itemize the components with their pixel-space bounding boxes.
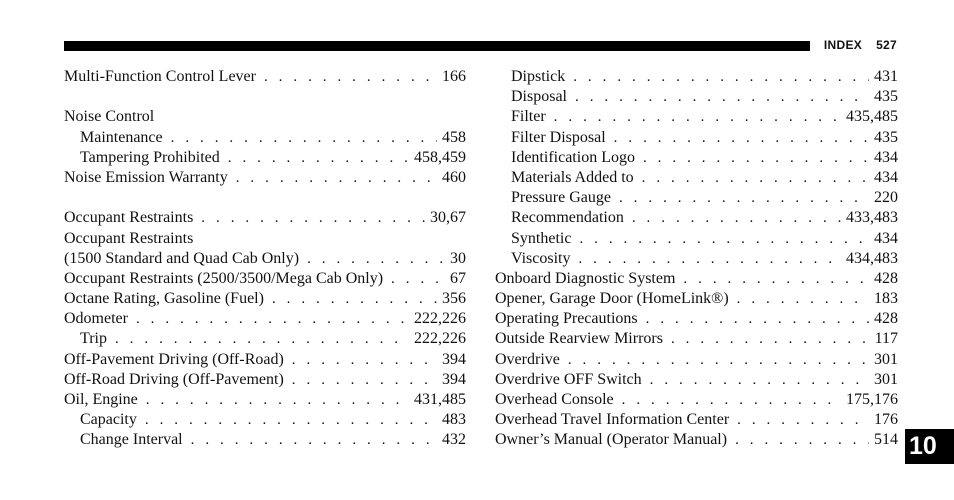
dot-leader [201,208,425,228]
entry-page-reference: 175,176 [846,391,898,408]
entry-term: Opener, Garage Door (HomeLink®) [495,290,729,308]
header-section: INDEX [823,38,863,52]
dot-leader [737,289,869,309]
running-header [824,38,897,52]
index-subentry [495,87,898,107]
dot-leader [292,350,437,370]
entry-term: Materials Added to [511,168,634,186]
index-entry [495,269,898,289]
dot-leader [650,370,869,390]
index-subentry [495,148,898,168]
entry-spacer [64,87,466,107]
dot-leader [671,329,870,349]
entry-term: Off-Road Driving (Off-Pavement) [64,370,284,388]
index-subentry [64,128,466,148]
dot-leader [642,168,869,188]
index-entry [64,309,466,329]
index-subentry [495,67,898,87]
entry-page-reference: 301 [874,370,898,388]
entry-term: Synthetic [511,229,572,247]
index-subentry [64,410,466,430]
entry-page-reference: 435 [874,128,898,146]
entry-term: Oil, Engine [64,391,138,408]
entry-page-reference: 220 [874,189,898,207]
dot-leader [614,128,869,148]
dot-leader [632,208,841,228]
dot-leader [735,430,869,450]
entry-term: Dipstick [511,68,566,85]
dot-leader [272,289,437,309]
entry-term: Owner’s Manual (Operator Manual) [495,431,728,449]
entry-page-reference: 428 [874,269,898,287]
entry-page-reference: 428 [874,310,898,328]
entry-term: Outside Rearview Mirrors [495,330,663,348]
index-entry [495,410,898,430]
entry-term: Recommendation [511,209,624,227]
entry-page-reference: 431,485 [414,391,466,408]
entry-term: Overdrive OFF Switch [495,370,642,388]
dot-leader [145,410,437,430]
dot-leader [146,390,409,410]
entry-term: Tampering Prohibited [80,148,220,166]
entry-spacer [64,188,466,208]
index-entry [64,370,466,390]
dot-leader [575,87,869,107]
dot-leader [228,148,409,168]
entry-term: Operating Precautions [495,310,638,328]
entry-page-reference: 67 [450,269,466,287]
index-subentry [495,128,898,148]
entry-page-reference: 394 [442,350,466,368]
dot-leader [292,370,437,390]
entry-term: Noise Control [64,108,155,126]
entry-term: (1500 Standard and Quad Cab Only) [64,249,300,267]
entry-page-reference: 483 [442,411,466,429]
entry-page-reference: 222,226 [414,330,466,348]
entry-page-reference: 176 [874,411,898,429]
entry-term: Occupant Restraints (2500/3500/Mega Cab Only) [64,269,384,287]
index-entry [495,390,898,410]
index-entry [64,208,466,228]
index-subentry [64,148,466,168]
index-entry [64,249,466,269]
index-entry [64,269,466,289]
index-entry [64,390,466,410]
entry-page-reference: 30,67 [430,209,466,227]
dot-leader [579,229,869,249]
index-subentry [495,168,898,188]
entry-page-reference: 183 [874,290,898,308]
index-entry [495,289,898,309]
index-column-left [64,67,466,451]
index-subentry [64,329,466,349]
dot-leader [619,188,869,208]
entry-page-reference: 433,483 [846,209,898,227]
entry-term: Noise Emission Warranty [64,168,228,186]
index-entry [64,107,466,127]
index-subentry [495,229,898,249]
entry-page-reference: 435 [874,88,898,106]
dot-leader [554,107,841,127]
index-entry [495,329,898,349]
entry-term: Overhead Travel Information Center [495,411,730,429]
dot-leader [573,67,869,87]
entry-page-reference: 30 [450,249,466,267]
entry-page-reference: 434 [874,168,898,186]
dot-leader [622,390,841,410]
index-entry [64,67,466,87]
entry-term: Filter [511,108,546,126]
entry-term: Multi-Function Control Lever [64,68,256,85]
entry-term: Odometer [64,310,128,328]
index-subentry [495,188,898,208]
entry-page-reference: 166 [442,68,466,85]
entry-term: Occupant Restraints [64,229,194,247]
entry-page-reference: 434,483 [846,249,898,267]
entry-term: Viscosity [511,249,571,267]
index-entry [64,168,466,188]
dot-leader [646,309,869,329]
entry-page-reference: 514 [874,431,898,449]
index-subentry [64,430,466,450]
dot-leader [737,410,869,430]
dot-leader [171,128,437,148]
entry-page-reference: 394 [442,370,466,388]
entry-term: Overdrive [495,350,560,368]
dot-leader [307,249,445,269]
dot-leader [578,249,841,269]
entry-page-reference: 431 [874,68,898,85]
index-entry [495,370,898,390]
entry-term: Onboard Diagnostic System [495,269,676,287]
index-subentry [495,107,898,127]
entry-page-reference: 432 [442,431,466,449]
entry-term: Disposal [511,88,567,106]
dot-leader [391,269,445,289]
index-entry [495,350,898,370]
entry-term: Change Interval [80,431,183,449]
entry-term: Filter Disposal [511,128,606,146]
entry-term: Identification Logo [511,148,635,166]
entry-page-reference: 458 [442,128,466,146]
header-rule [64,41,810,51]
header-page-number: 527 [876,38,897,52]
entry-page-reference: 222,226 [414,310,466,328]
dot-leader [191,430,437,450]
dot-leader [264,67,437,87]
index-entry [495,430,898,450]
entry-term: Trip [80,330,107,348]
entry-term: Octane Rating, Gasoline (Fuel) [64,290,264,308]
index-entry [495,309,898,329]
entry-page-reference: 435,485 [846,108,898,126]
entry-page-reference: 301 [874,350,898,368]
dot-leader [643,148,869,168]
entry-page-reference: 117 [874,330,898,348]
entry-term: Capacity [80,411,137,429]
dot-leader [136,309,409,329]
dot-leader [568,350,869,370]
entry-page-reference: 434 [874,148,898,166]
index-entry [64,229,466,249]
dot-leader [236,168,437,188]
entry-term: Pressure Gauge [511,189,611,207]
index-entry [64,289,466,309]
dot-leader [683,269,869,289]
entry-term: Occupant Restraints [64,209,194,227]
index-entry [64,350,466,370]
entry-page-reference: 434 [874,229,898,247]
entry-page-reference: 458,459 [414,148,466,166]
index-column-right [495,67,898,451]
entry-term: Overhead Console [495,391,614,408]
index-subentry [495,208,898,228]
chapter-tab: 10 [905,429,954,464]
index-subentry [495,249,898,269]
entry-page-reference: 460 [442,168,466,186]
dot-leader [115,329,409,349]
entry-page-reference: 356 [442,290,466,308]
entry-term: Maintenance [80,128,163,146]
entry-term: Off-Pavement Driving (Off-Road) [64,350,284,368]
